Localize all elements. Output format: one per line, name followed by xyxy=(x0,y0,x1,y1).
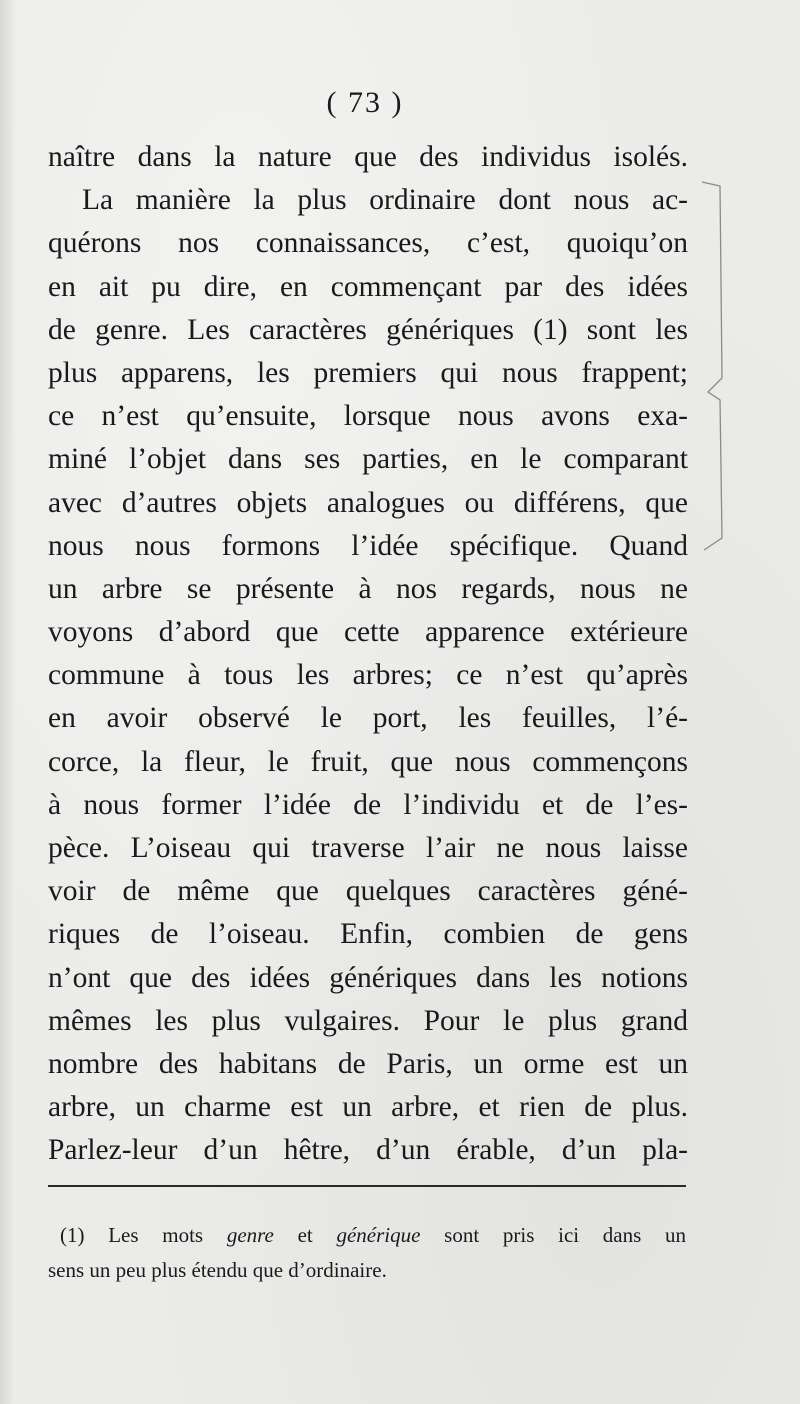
text-line: pèce. L’oiseau qui traverse l’air ne nous laisse xyxy=(48,832,688,864)
footnote-marker: (1) xyxy=(60,1223,85,1247)
text-line: nous nous formons l’idée spécifique. Quand xyxy=(48,529,688,562)
text-line: en ait pu dire, en commençant par des idées xyxy=(48,270,688,303)
text-line: un arbre se présente à nos regards, nous ne xyxy=(48,572,688,605)
page-gutter-shadow xyxy=(0,0,14,1404)
footnote-rule xyxy=(48,1185,686,1187)
text-line: ce n’est qu’ensuite, lorsque nous avons exa- xyxy=(48,400,688,433)
footnote-italic-term: genre xyxy=(226,1223,274,1247)
text-line: quérons nos connaissances, c’est, quoiqu’on xyxy=(48,227,688,260)
margin-bracket-mark xyxy=(700,178,730,558)
footnote-line xyxy=(48,1218,686,1253)
text-line: à nous former l’idée de l’individu et de l’es- xyxy=(48,788,688,821)
text-line: riques de l’oiseau. Enfin, combien de gens xyxy=(48,918,688,951)
footnote-italic-term: générique xyxy=(336,1223,421,1247)
text-line: avec d’autres objets analogues ou différens, que xyxy=(48,486,688,519)
text-line: nombre des habitans de Paris, un orme est un xyxy=(48,1047,688,1080)
footnote-text: sont pris ici dans un xyxy=(444,1223,687,1247)
text-line: de genre. Les caractères génériques (1) sont les xyxy=(48,313,688,346)
text-line: naître dans la nature que des individus isolés. xyxy=(48,141,688,173)
text-line: commune à tous les arbres; ce n’est qu’après xyxy=(48,659,688,692)
footnote-line: sens un peu plus étendu que d’ordinaire. xyxy=(48,1258,387,1282)
page-number: ( 73 ) xyxy=(326,86,404,119)
text-line: arbre, un charme est un arbre, et rien de plus. xyxy=(48,1091,688,1124)
text-line: voir de même que quelques caractères géné- xyxy=(48,875,688,908)
text-line-paragraph-start: La manière la plus ordinaire dont nous ac- xyxy=(82,184,688,217)
footnote-text: Les mots xyxy=(108,1223,204,1247)
text-line: voyons d’abord que cette apparence extérieure xyxy=(48,616,688,649)
text-line: en avoir observé le port, les feuilles, l’é- xyxy=(48,702,688,735)
text-line: Parlez-leur d’un hêtre, d’un érable, d’un pla- xyxy=(48,1134,688,1167)
text-line: corce, la fleur, le fruit, que nous commençons xyxy=(48,745,688,778)
body-text xyxy=(48,136,688,1173)
text-line: plus apparens, les premiers qui nous frappent; xyxy=(48,356,688,389)
text-line: miné l’objet dans ses parties, en le comparant xyxy=(48,443,688,476)
footnote xyxy=(48,1218,686,1288)
footnote-text: et xyxy=(297,1223,313,1247)
text-line: n’ont que des idées génériques dans les notions xyxy=(48,961,688,994)
text-line: mêmes les plus vulgaires. Pour le plus grand xyxy=(48,1004,688,1037)
